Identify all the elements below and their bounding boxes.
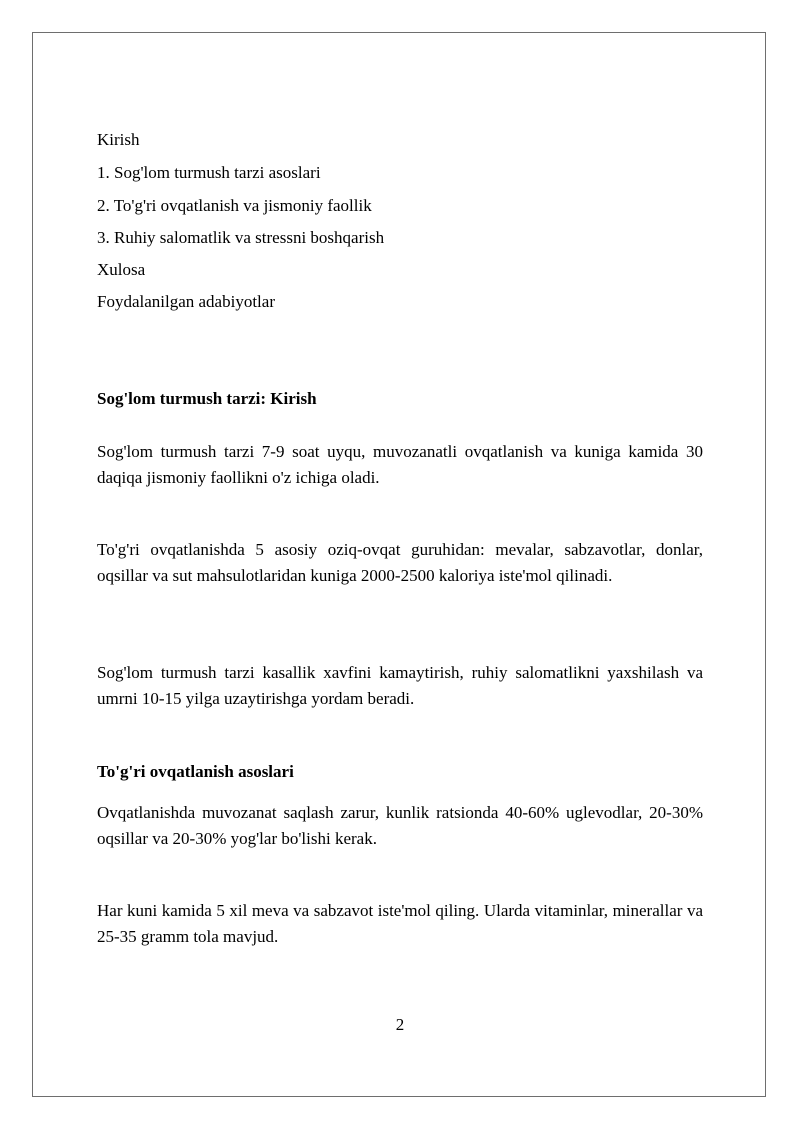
page-number: 2 [395, 1015, 405, 1034]
section-heading: Sog'lom turmush tarzi: Kirish [97, 389, 317, 408]
toc-item-3: 3. Ruhiy salomatlik va stressni boshqarish [97, 228, 385, 247]
paragraph: Sog'lom turmush tarzi kasallik xavfini kamaytirish, ruhiy salomatlikni yaxshilash va umrni 10-15 yilga uzaytirishga yordam beradi. [97, 663, 703, 708]
paragraph: Ovqatlanishda muvozanat saqlash zarur, kunlik ratsionda 40-60% uglevodlar, 20-30% oqsillar va 20-30% yog'lar bo'lishi kerak. [97, 803, 703, 848]
toc-item-references: Foydalanilgan adabiyotlar [97, 292, 275, 311]
toc-item-2: 2. To'g'ri ovqatlanish va jismoniy faollik [97, 196, 372, 215]
section-heading: To'g'ri ovqatlanish asoslari [97, 762, 294, 781]
toc-item-introduction: Kirish [97, 130, 140, 149]
toc-item-1: 1. Sog'lom turmush tarzi asoslari [97, 163, 321, 182]
paragraph: Sog'lom turmush tarzi 7-9 soat uyqu, muvozanatli ovqatlanish va kuniga kamida 30 daqiqa jismoniy faollikni o'z ichiga oladi. [97, 442, 703, 487]
toc-item-conclusion: Xulosa [97, 260, 146, 279]
paragraph: Har kuni kamida 5 xil meva va sabzavot iste'mol qiling. Ularda vitaminlar, minerallar va 25-35 gramm tola mavjud. [97, 901, 703, 946]
paragraph: To'g'ri ovqatlanishda 5 asosiy oziq-ovqat guruhidan: mevalar, sabzavotlar, donlar, oqsillar va sut mahsulotlaridan kuniga 2000-2500 kaloriya iste'mol qilinadi. [97, 540, 703, 585]
